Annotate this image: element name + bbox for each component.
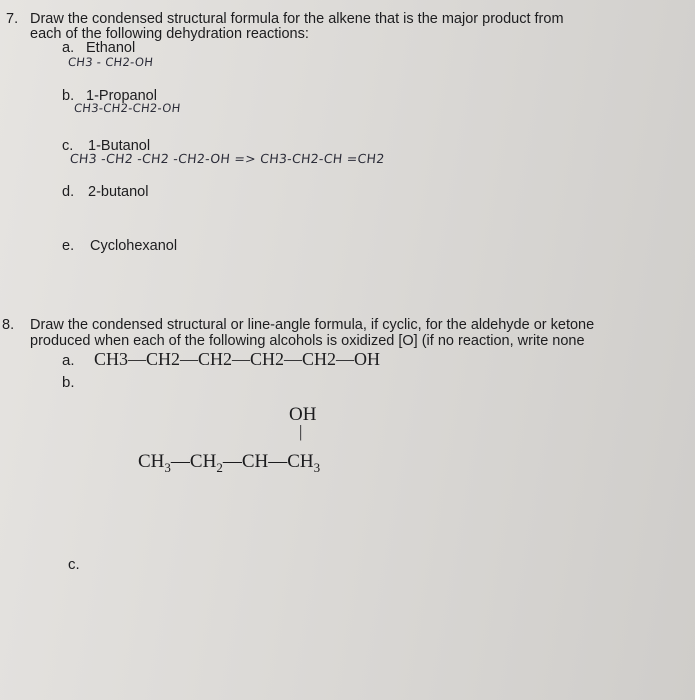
q7c-handwriting: CH3 -CH2 -CH2 -CH2-OH => CH3-CH2-CH =CH2 xyxy=(69,151,386,166)
q7-text-line2: each of the following dehydration reactions: xyxy=(30,26,309,42)
q7d-label: d. xyxy=(62,184,75,200)
q8a-formula: CH3—CH2—CH2—CH2—CH2—OH xyxy=(94,349,381,369)
q7a-name: Ethanol xyxy=(86,40,136,56)
q8-text-line1: Draw the condensed structural or line-angle formula, if cyclic, for the aldehyde or ketone xyxy=(30,317,595,333)
q8b-bond-3: — xyxy=(268,451,288,472)
q8b-ch3-left: $CH_3$ xyxy=(138,451,171,475)
q8b-chain xyxy=(138,451,320,476)
q8b-label: b. xyxy=(62,374,75,391)
q7c-name: 1-Butanol xyxy=(88,138,151,154)
q8-text-line2: produced when each of the following alcohols is oxidized [O] (if no reaction, write none xyxy=(30,333,585,349)
q8a-label: a. xyxy=(62,352,75,369)
q8b-bond-2: — xyxy=(222,451,242,472)
q8-number: 8. xyxy=(2,317,15,333)
q8b-ch: CH xyxy=(241,451,269,472)
q7d-name: 2-butanol xyxy=(88,184,149,200)
q8b-bond-1: — xyxy=(170,451,190,472)
q8b-ch2: $CH_2$ xyxy=(189,451,223,475)
q7b-label: b. xyxy=(62,88,75,104)
q7a-handwriting: CH3 - CH2-OH xyxy=(67,55,154,69)
q7e-name: Cyclohexanol xyxy=(90,238,178,254)
q7-text-line1: Draw the condensed structural formula for the alkene that is the major product from xyxy=(30,11,564,27)
q7e-label: e. xyxy=(62,238,75,254)
q7b-name: 1-Propanol xyxy=(86,88,157,104)
q8b-oh: OH xyxy=(289,404,317,425)
q7c-label: c. xyxy=(62,138,74,154)
q8c-label: c. xyxy=(68,556,80,573)
q7b-handwriting: CH3-CH2-CH2-OH xyxy=(73,101,182,115)
q8b-bond: | xyxy=(299,422,303,441)
q7-number: 7. xyxy=(6,11,19,27)
q8b-ch3-right: $CH_3$ xyxy=(287,451,321,475)
q7a-label: a. xyxy=(62,40,75,56)
